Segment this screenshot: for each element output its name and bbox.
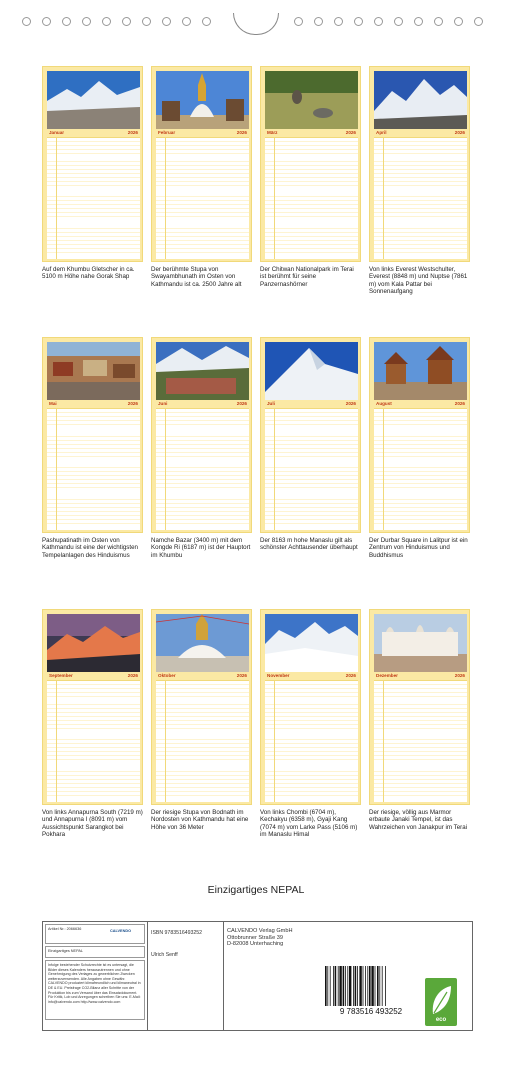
binding-hole — [122, 17, 131, 26]
day-rows — [374, 137, 467, 259]
month-header — [47, 400, 140, 408]
month-frame — [369, 66, 470, 262]
day-rows — [156, 137, 249, 259]
month-photo — [374, 614, 467, 672]
month-header — [265, 672, 358, 680]
month-photo — [265, 342, 358, 400]
month-frame — [369, 609, 470, 805]
month-year: 2026 — [454, 130, 465, 135]
month-photo — [47, 71, 140, 129]
month-year: 2026 — [345, 673, 356, 678]
month-caption: Von links Chombi (6704 m), Kechakyu (6358 m), Gyaji Kang (7074 m) vom Larke Pass (5106 m) im Manaslu Himal — [260, 809, 358, 838]
month-name: Juni — [158, 401, 168, 406]
binding-hole — [294, 17, 303, 26]
month-year: 2026 — [454, 673, 465, 678]
month-year: 2026 — [127, 130, 138, 135]
divider — [147, 922, 148, 1030]
month-name: April — [376, 130, 387, 135]
photo-image — [47, 342, 140, 400]
month-frame — [42, 337, 143, 533]
binding-hole — [394, 17, 403, 26]
month-photo — [374, 342, 467, 400]
day-rows — [265, 408, 358, 530]
isbn: ISBN 9783516493252 — [151, 930, 203, 936]
author: Ulrich Senff — [151, 952, 178, 958]
month-year: 2026 — [345, 401, 356, 406]
month-caption: Der Chitwan Nationalpark im Terai ist berühmt für seine Panzernashörner — [260, 266, 354, 288]
calendar-title: Einzigartiges NEPAL — [207, 884, 305, 896]
article-box — [45, 924, 145, 944]
month-name: März — [267, 130, 278, 135]
publisher-line: CALVENDO Verlag GmbH — [227, 928, 293, 934]
binding-hole — [374, 17, 383, 26]
month-name: November — [267, 673, 290, 678]
month-name: Dezember — [376, 673, 398, 678]
month-header — [47, 129, 140, 137]
photo-image — [47, 71, 140, 129]
binding-hole — [102, 17, 111, 26]
binding-hole — [414, 17, 423, 26]
month-header — [156, 672, 249, 680]
day-rows — [374, 680, 467, 802]
month-caption: Von links Everest Westschulter, Everest (8848 m) und Nuptse (7861 m) vom Kala Pattar bei Sonnenaufgang — [369, 266, 468, 295]
photo-image — [156, 614, 249, 672]
day-rows — [265, 680, 358, 802]
month-year: 2026 — [236, 673, 247, 678]
month-caption: Auf dem Khumbu Gletscher in ca. 5100 m Höhe nahe Gorak Shap — [42, 266, 135, 281]
month-name: Juli — [267, 401, 275, 406]
month-caption: Pashupatinath im Osten von Kathmandu ist eine der wichtigsten Tempelanlagen des Hinduismus — [42, 537, 138, 559]
barcode — [321, 966, 421, 1016]
photo-image — [156, 342, 249, 400]
product-name: Einzigartiges NEPAL — [48, 949, 83, 953]
binding-hole — [162, 17, 171, 26]
month-caption: Der 8163 m hohe Manaslu gilt als schönster Achttausender überhaupt — [260, 537, 358, 552]
divider — [223, 922, 224, 1030]
article-number: Artikel Nr.: 2066636 — [48, 927, 82, 931]
binding-hole — [202, 17, 211, 26]
month-photo — [156, 614, 249, 672]
photo-image — [374, 614, 467, 672]
month-year: 2026 — [345, 130, 356, 135]
month-caption: Der riesige, völlig aus Marmor erbaute Janaki Tempel, ist das Wahrzeichen von Janakpur im Terai — [369, 809, 468, 831]
month-year: 2026 — [236, 401, 247, 406]
month-header — [156, 129, 249, 137]
photo-image — [265, 342, 358, 400]
binding-hole — [22, 17, 31, 26]
month-photo — [47, 614, 140, 672]
month-name: Januar — [49, 130, 65, 135]
month-caption: Namche Bazar (3400 m) mit dem Kongde Ri (6187 m) ist der Hauptort im Khumbu — [151, 537, 251, 559]
binding-hole — [334, 17, 343, 26]
product-name-box — [45, 946, 145, 958]
binding-hole — [82, 17, 91, 26]
month-caption: Von links Annapurna South (7219 m) und Annapurna I (8091 m) vom Aussichtspunkt Sarangkot bei Pokhara — [42, 809, 143, 838]
month-photo — [156, 342, 249, 400]
binding-hole — [354, 17, 363, 26]
month-header — [156, 400, 249, 408]
day-rows — [47, 408, 140, 530]
photo-image — [156, 71, 249, 129]
month-frame — [260, 337, 361, 533]
month-header — [47, 672, 140, 680]
month-photo — [47, 342, 140, 400]
month-name: August — [376, 401, 392, 406]
month-header — [374, 129, 467, 137]
month-photo — [156, 71, 249, 129]
month-frame — [151, 66, 252, 262]
month-year: 2026 — [236, 130, 247, 135]
month-caption: Der Durbar Square in Lalitpur ist ein Zentrum von Hinduismus und Buddhismus — [369, 537, 468, 559]
day-rows — [374, 408, 467, 530]
month-year: 2026 — [127, 673, 138, 678]
photo-image — [374, 342, 467, 400]
legal-text: Infolge bestehender Schutzrechte ist es untersagt, die Bilder dieses Kalenders herauszutrennen und ohne Genehmigung des Verlages zu gewerblichen Zwecken weiterzuverwenden. Alle Angaben ohne Gewähr. CALVENDO produziert klimafreundlich und klimaneutral in DE & EU. Preisfrage CO2-Bilanz aller Schritte von der Produktion bis zum Versand über das Einsatzdokument. Für Kritik, Lob und Anregungen schreiben Sie uns: E-Mail: info@calvendo.com http://www.calvendo.com — [45, 960, 145, 1020]
month-name: Februar — [158, 130, 176, 135]
month-frame — [260, 66, 361, 262]
month-caption: Der berühmte Stupa von Swayambhunath im Osten von Kathmandu ist ca. 2500 Jahre alt — [151, 266, 242, 288]
photo-image — [265, 71, 358, 129]
binding-hole — [314, 17, 323, 26]
publisher-address — [227, 928, 293, 948]
month-frame — [151, 337, 252, 533]
calvendo-logo: CALVENDO — [110, 929, 132, 933]
binding-hole — [142, 17, 151, 26]
info-box — [42, 921, 473, 1031]
photo-image — [265, 614, 358, 672]
month-header — [374, 400, 467, 408]
month-header — [265, 400, 358, 408]
month-photo — [265, 71, 358, 129]
publisher-line: Ottobrunner Straße 39 — [227, 934, 283, 941]
month-header — [265, 129, 358, 137]
month-name: Oktober — [158, 673, 176, 678]
publisher-line: D-82008 Unterhaching — [227, 941, 284, 948]
photo-image — [374, 71, 467, 129]
month-photo — [265, 614, 358, 672]
month-frame — [42, 66, 143, 262]
month-year: 2026 — [454, 401, 465, 406]
binding-hole — [454, 17, 463, 26]
month-frame — [42, 609, 143, 805]
binding-hole — [434, 17, 443, 26]
day-rows — [156, 408, 249, 530]
barcode-number: 9 783516 493252 — [339, 1007, 403, 1016]
eco-label: eco — [435, 1017, 447, 1023]
month-frame — [369, 337, 470, 533]
month-frame — [151, 609, 252, 805]
eco-badge — [425, 978, 457, 1026]
day-rows — [47, 680, 140, 802]
month-name: September — [49, 673, 73, 678]
binding-hole — [42, 17, 51, 26]
day-rows — [265, 137, 358, 259]
month-photo — [374, 71, 467, 129]
day-rows — [47, 137, 140, 259]
month-name: Mai — [49, 401, 57, 406]
photo-image — [47, 614, 140, 672]
month-frame — [260, 609, 361, 805]
binding-hole — [62, 17, 71, 26]
month-year: 2026 — [127, 401, 138, 406]
day-rows — [156, 680, 249, 802]
month-caption: Der riesige Stupa von Bodnath im Nordosten von Kathmandu hat eine Höhe von 36 Meter — [151, 809, 249, 831]
binding-hole — [182, 17, 191, 26]
month-header — [374, 672, 467, 680]
binding-hole — [474, 17, 483, 26]
hanger-cutout — [233, 13, 279, 35]
